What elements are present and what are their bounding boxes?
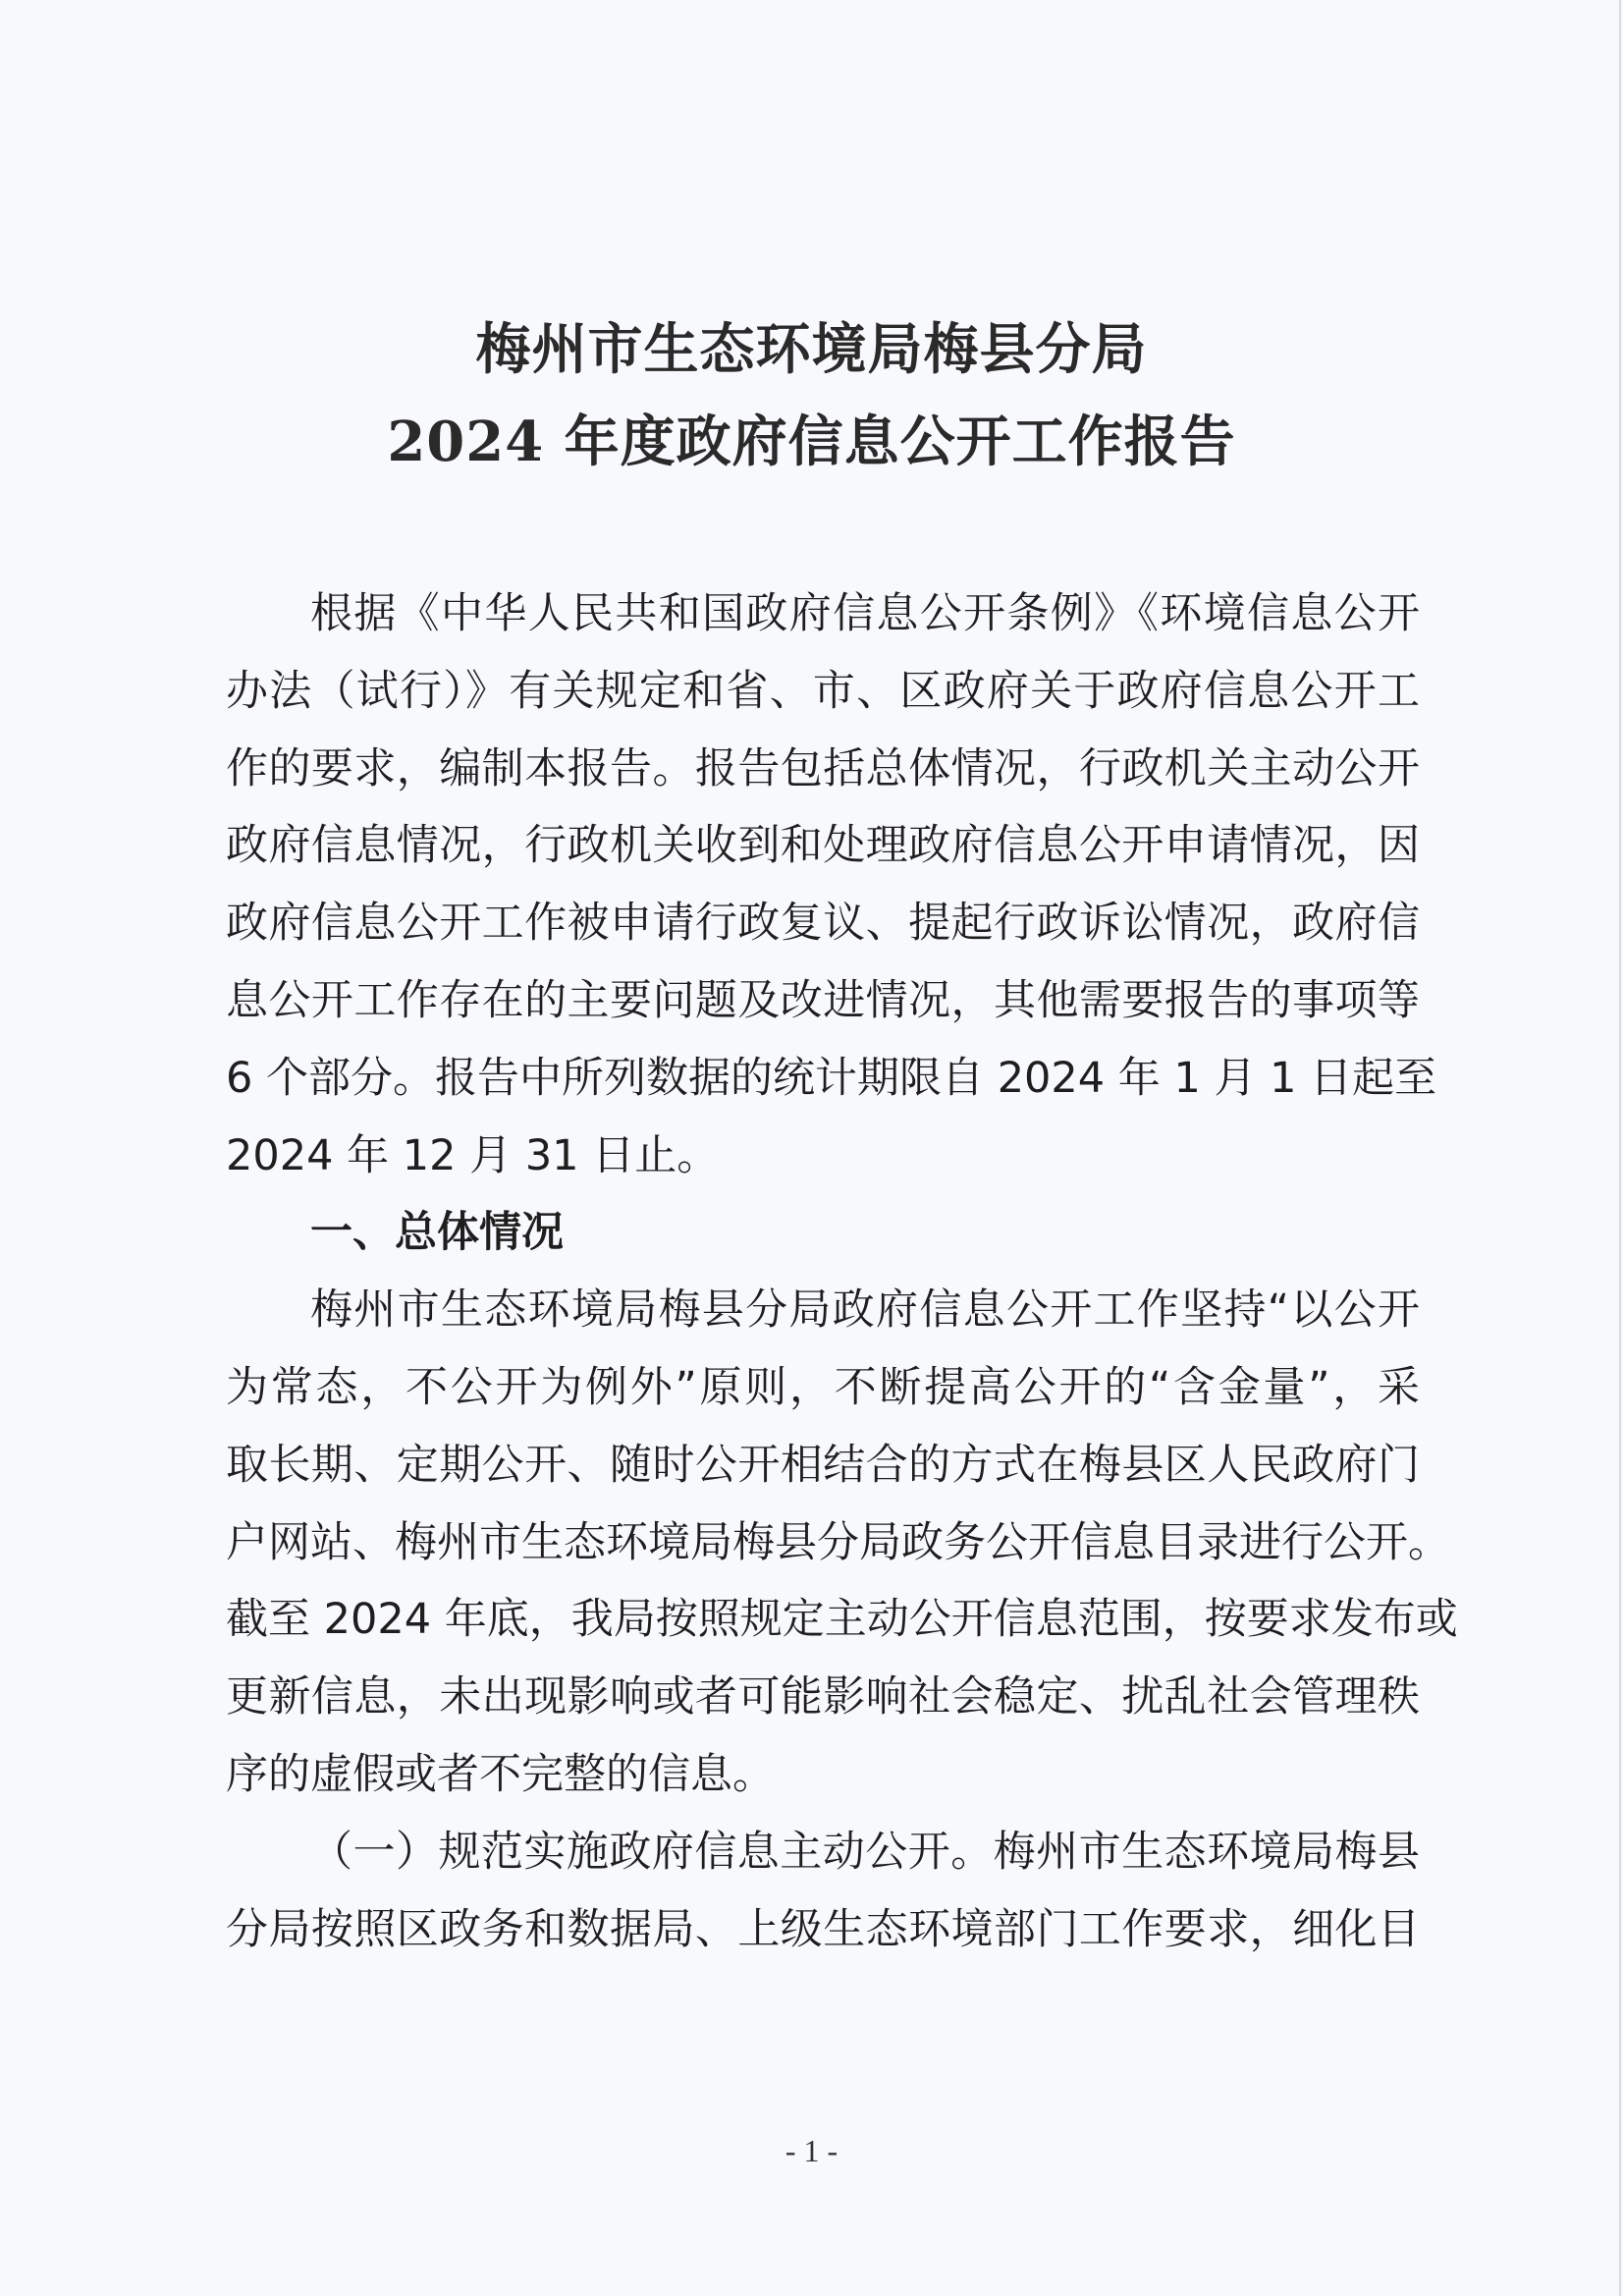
text-line: 政府信息公开工作被申请行政复议、提起行政诉讼情况，政府信 bbox=[226, 899, 1420, 949]
text-line: 作的要求，编制本报告。报告包括总体情况，行政机关主动公开 bbox=[226, 743, 1420, 793]
text-line: 户网站、梅州市生态环境局梅县分局政务公开信息目录进行公开。 bbox=[226, 1517, 1450, 1567]
document-body bbox=[226, 575, 1458, 1968]
page-number: - 1 - bbox=[784, 2133, 839, 2168]
subsection-paragraph bbox=[226, 1814, 1420, 1969]
section-heading bbox=[226, 1194, 1420, 1272]
text-line: 取长期、定期公开、随时公开相结合的方式在梅县区人民政府门 bbox=[226, 1440, 1420, 1490]
text-line: 更新信息，未出现影响或者可能影响社会稳定、扰乱社会管理秩 bbox=[226, 1672, 1420, 1722]
text-line: 序的虚假或者不完整的信息。 bbox=[226, 1749, 775, 1799]
text-line: 6 个部分。报告中所列数据的统计期限自 2024 年 1 月 1 日起至 bbox=[226, 1053, 1437, 1103]
text-line: 办法（试行）》有关规定和省、市、区政府关于政府信息公开工 bbox=[226, 666, 1420, 716]
document-title-line-2: 2024 年度政府信息公开工作报告 bbox=[387, 410, 1236, 474]
intro-paragraph bbox=[226, 575, 1437, 1194]
text-line: 2024 年 12 月 31 日止。 bbox=[226, 1130, 720, 1180]
text-line: 截至 2024 年底，我局按照规定主动公开信息范围，按要求发布或 bbox=[226, 1595, 1458, 1645]
document-title-line-1: 梅州市生态环境局梅县分局 bbox=[475, 317, 1148, 382]
text-line: 分局按照区政务和数据局、上级生态环境部门工作要求，细化目 bbox=[226, 1904, 1420, 1954]
text-line: 政府信息情况，行政机关收到和处理政府信息公开申请情况，因 bbox=[226, 821, 1420, 871]
text-line: 为常态，不公开为例外”原则，不断提高公开的“含金量”，采 bbox=[226, 1362, 1420, 1412]
section-heading-text: 一、总体情况 bbox=[310, 1208, 564, 1258]
text-line: 根据《中华人民共和国政府信息公开条例》《环境信息公开 bbox=[310, 589, 1420, 638]
text-line: （一）规范实施政府信息主动公开。梅州市生态环境局梅县 bbox=[310, 1827, 1420, 1877]
text-line: 息公开工作存在的主要问题及改进情况，其他需要报告的事项等 bbox=[226, 975, 1420, 1025]
overview-paragraph bbox=[226, 1272, 1458, 1814]
text-line: 梅州市生态环境局梅县分局政府信息公开工作坚持“以公开 bbox=[310, 1285, 1420, 1336]
